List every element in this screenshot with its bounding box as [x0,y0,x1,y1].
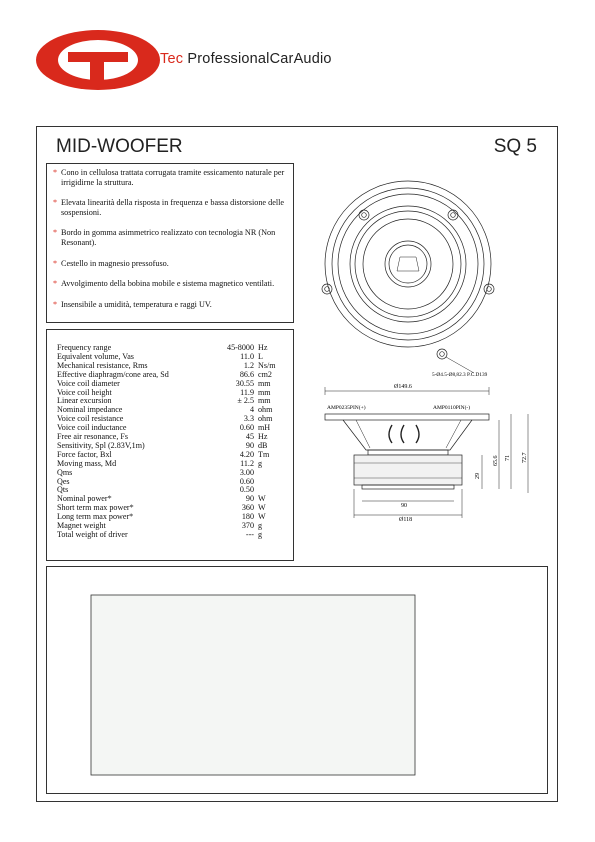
spec-label: Equivalent volume, Vas [57,351,134,361]
spec-unit: g [258,458,263,468]
spec-value: 180 [241,512,254,522]
front-view [325,181,491,347]
spec-unit: cm2 [258,369,272,379]
spec-row [57,379,283,388]
spec-unit: ohm [258,405,273,415]
spec-row [57,441,283,450]
spec-row [57,414,283,423]
spl-vs-freq-chart [47,567,547,793]
spec-value: 11.9 [240,387,254,397]
spec-value: 45-8000 [227,343,254,352]
spec-unit: mm [258,396,271,406]
spec-value: 0.50 [239,485,254,495]
spec-value: 11.2 [240,458,254,468]
spec-row [57,423,283,432]
dim-magnet-label: 90 [401,503,407,509]
spec-value: --- [245,529,254,539]
pin-plus-label: AMP0110PIN(-) [433,405,471,411]
spec-label: Voice coil height [57,387,112,397]
spec-label: Voice coil diameter [57,378,120,388]
spec-value: 86.6 [239,369,254,379]
spec-label: Sensitivity, Spl (2.83V,1m) [57,440,145,450]
spec-unit: W [258,494,266,504]
spec-unit: mm [258,378,271,388]
feature-item: * Elevata linearità della risposta in frequenza e bassa distorsione delle sospensioni. [53,198,287,217]
spec-row [57,388,283,397]
spec-label: Magnet weight [57,521,106,530]
spec-value: 30.55 [235,378,254,388]
spec-row [57,370,283,379]
spec-value: 370 [241,521,254,530]
technical-drawing [296,163,554,559]
feature-item: * Bordo in gomma asimmetrico realizzato con tecnologia NR (Non Resonant). [53,228,287,247]
spec-row [57,477,283,486]
spec-row [57,361,283,370]
spec-label: Moving mass, Md [57,458,117,468]
mounting-holes [322,210,494,359]
spec-unit: W [258,512,266,522]
specs-box [46,329,294,561]
feature-item: * Cono in cellulosa trattata corrugata tramite essicamento naturale per irrigidirne la struttura. [53,168,287,187]
spec-label: Linear excursion [57,396,112,406]
spec-unit: g [258,521,263,530]
spec-row [57,396,283,405]
dim-outer-label: Ø149.6 [394,384,412,390]
plot-area [91,595,415,775]
features-box [46,163,294,323]
spec-label: Voice coil resistance [57,414,124,424]
spec-value: 4 [249,405,254,415]
spec-unit: L [258,351,263,361]
pin-minus-label: AMP0235PIN(+) [327,405,366,411]
spec-label: Total weight of driver [57,529,128,539]
side-view [325,414,489,489]
spec-label: Frequency range [57,343,112,352]
spec-label: Qes [57,476,70,486]
graph-box [46,566,548,794]
brand-tec: Tec [160,51,184,67]
spec-label: Effective diaphragm/cone area, Sd [57,369,169,379]
spec-value: 3.00 [239,467,254,477]
spec-row [57,503,283,512]
spec-label: Free air resonance, Fs [57,432,129,441]
spec-unit: mH [258,423,271,433]
spec-value: 4.20 [239,449,254,459]
spec-unit: Hz [258,432,268,441]
spec-unit: Hz [258,343,268,352]
spec-row [57,405,283,414]
spec-row [57,494,283,503]
spec-label: Force factor, Bxl [57,449,112,459]
spec-row [57,530,283,539]
spec-label: Nominal impedance [57,405,123,415]
dim-h3-label: 71 [505,455,511,461]
dim-h4-label: 72.7 [522,452,528,463]
spec-unit: g [258,529,263,539]
spec-value: 3.3 [243,414,254,424]
feature-item: * Cestello in magnesio pressofuso. [53,259,287,269]
spec-value: 45 [245,432,254,441]
spec-row [57,459,283,468]
spec-row [57,432,283,441]
spec-value: 0.60 [239,476,254,486]
dim-h2-label: 65.6 [493,455,499,466]
dim-h1-label: 29 [475,473,481,479]
spec-row [57,512,283,521]
spec-row [57,521,283,530]
spec-label: Long term max power* [57,512,134,522]
spec-value: 11.0 [240,351,254,361]
product-model: SQ 5 [493,136,537,157]
brand-subtitle: ProfessionalCarAudio [187,51,332,67]
spec-unit: Tm [258,449,270,459]
spec-value: 90 [245,494,254,504]
feature-item: * Insensibile a umidità, temperatura e raggi UV. [53,300,287,310]
spec-label: Short term max power* [57,503,134,513]
spec-label: Qts [57,485,69,495]
spec-label: Nominal power* [57,494,112,504]
spec-row [57,450,283,459]
spec-row [57,468,283,477]
spec-unit: ohm [258,414,273,424]
spec-label: Voice coil inductance [57,423,127,433]
spec-label: Mechanical resistance, Rms [57,360,148,370]
spec-value: 90 [245,440,254,450]
spec-label: Qms [57,467,73,477]
spec-unit: W [258,503,266,513]
spec-row [57,352,283,361]
product-category: MID-WOOFER [56,136,183,157]
brand-name [160,51,332,67]
spec-unit: Ns/m [258,360,276,370]
dim-bottom-label: Ø118 [399,517,413,523]
features-list [47,168,293,309]
spec-row [57,343,283,352]
spec-value: 1.2 [243,360,254,370]
brand-logo [34,28,164,92]
spec-value: 0.60 [239,423,254,433]
feature-item: * Avvolgimento della bobina mobile e sistema magnetico ventilati. [53,279,287,289]
spec-unit: dB [258,440,268,450]
spec-value: ± 2.5 [237,396,254,406]
holes-note: 5-Ø4.5-Ø8,82.3 P.C.D139 [432,372,488,378]
spec-value: 360 [241,503,254,513]
spec-row [57,485,283,494]
spec-unit: mm [258,387,271,397]
